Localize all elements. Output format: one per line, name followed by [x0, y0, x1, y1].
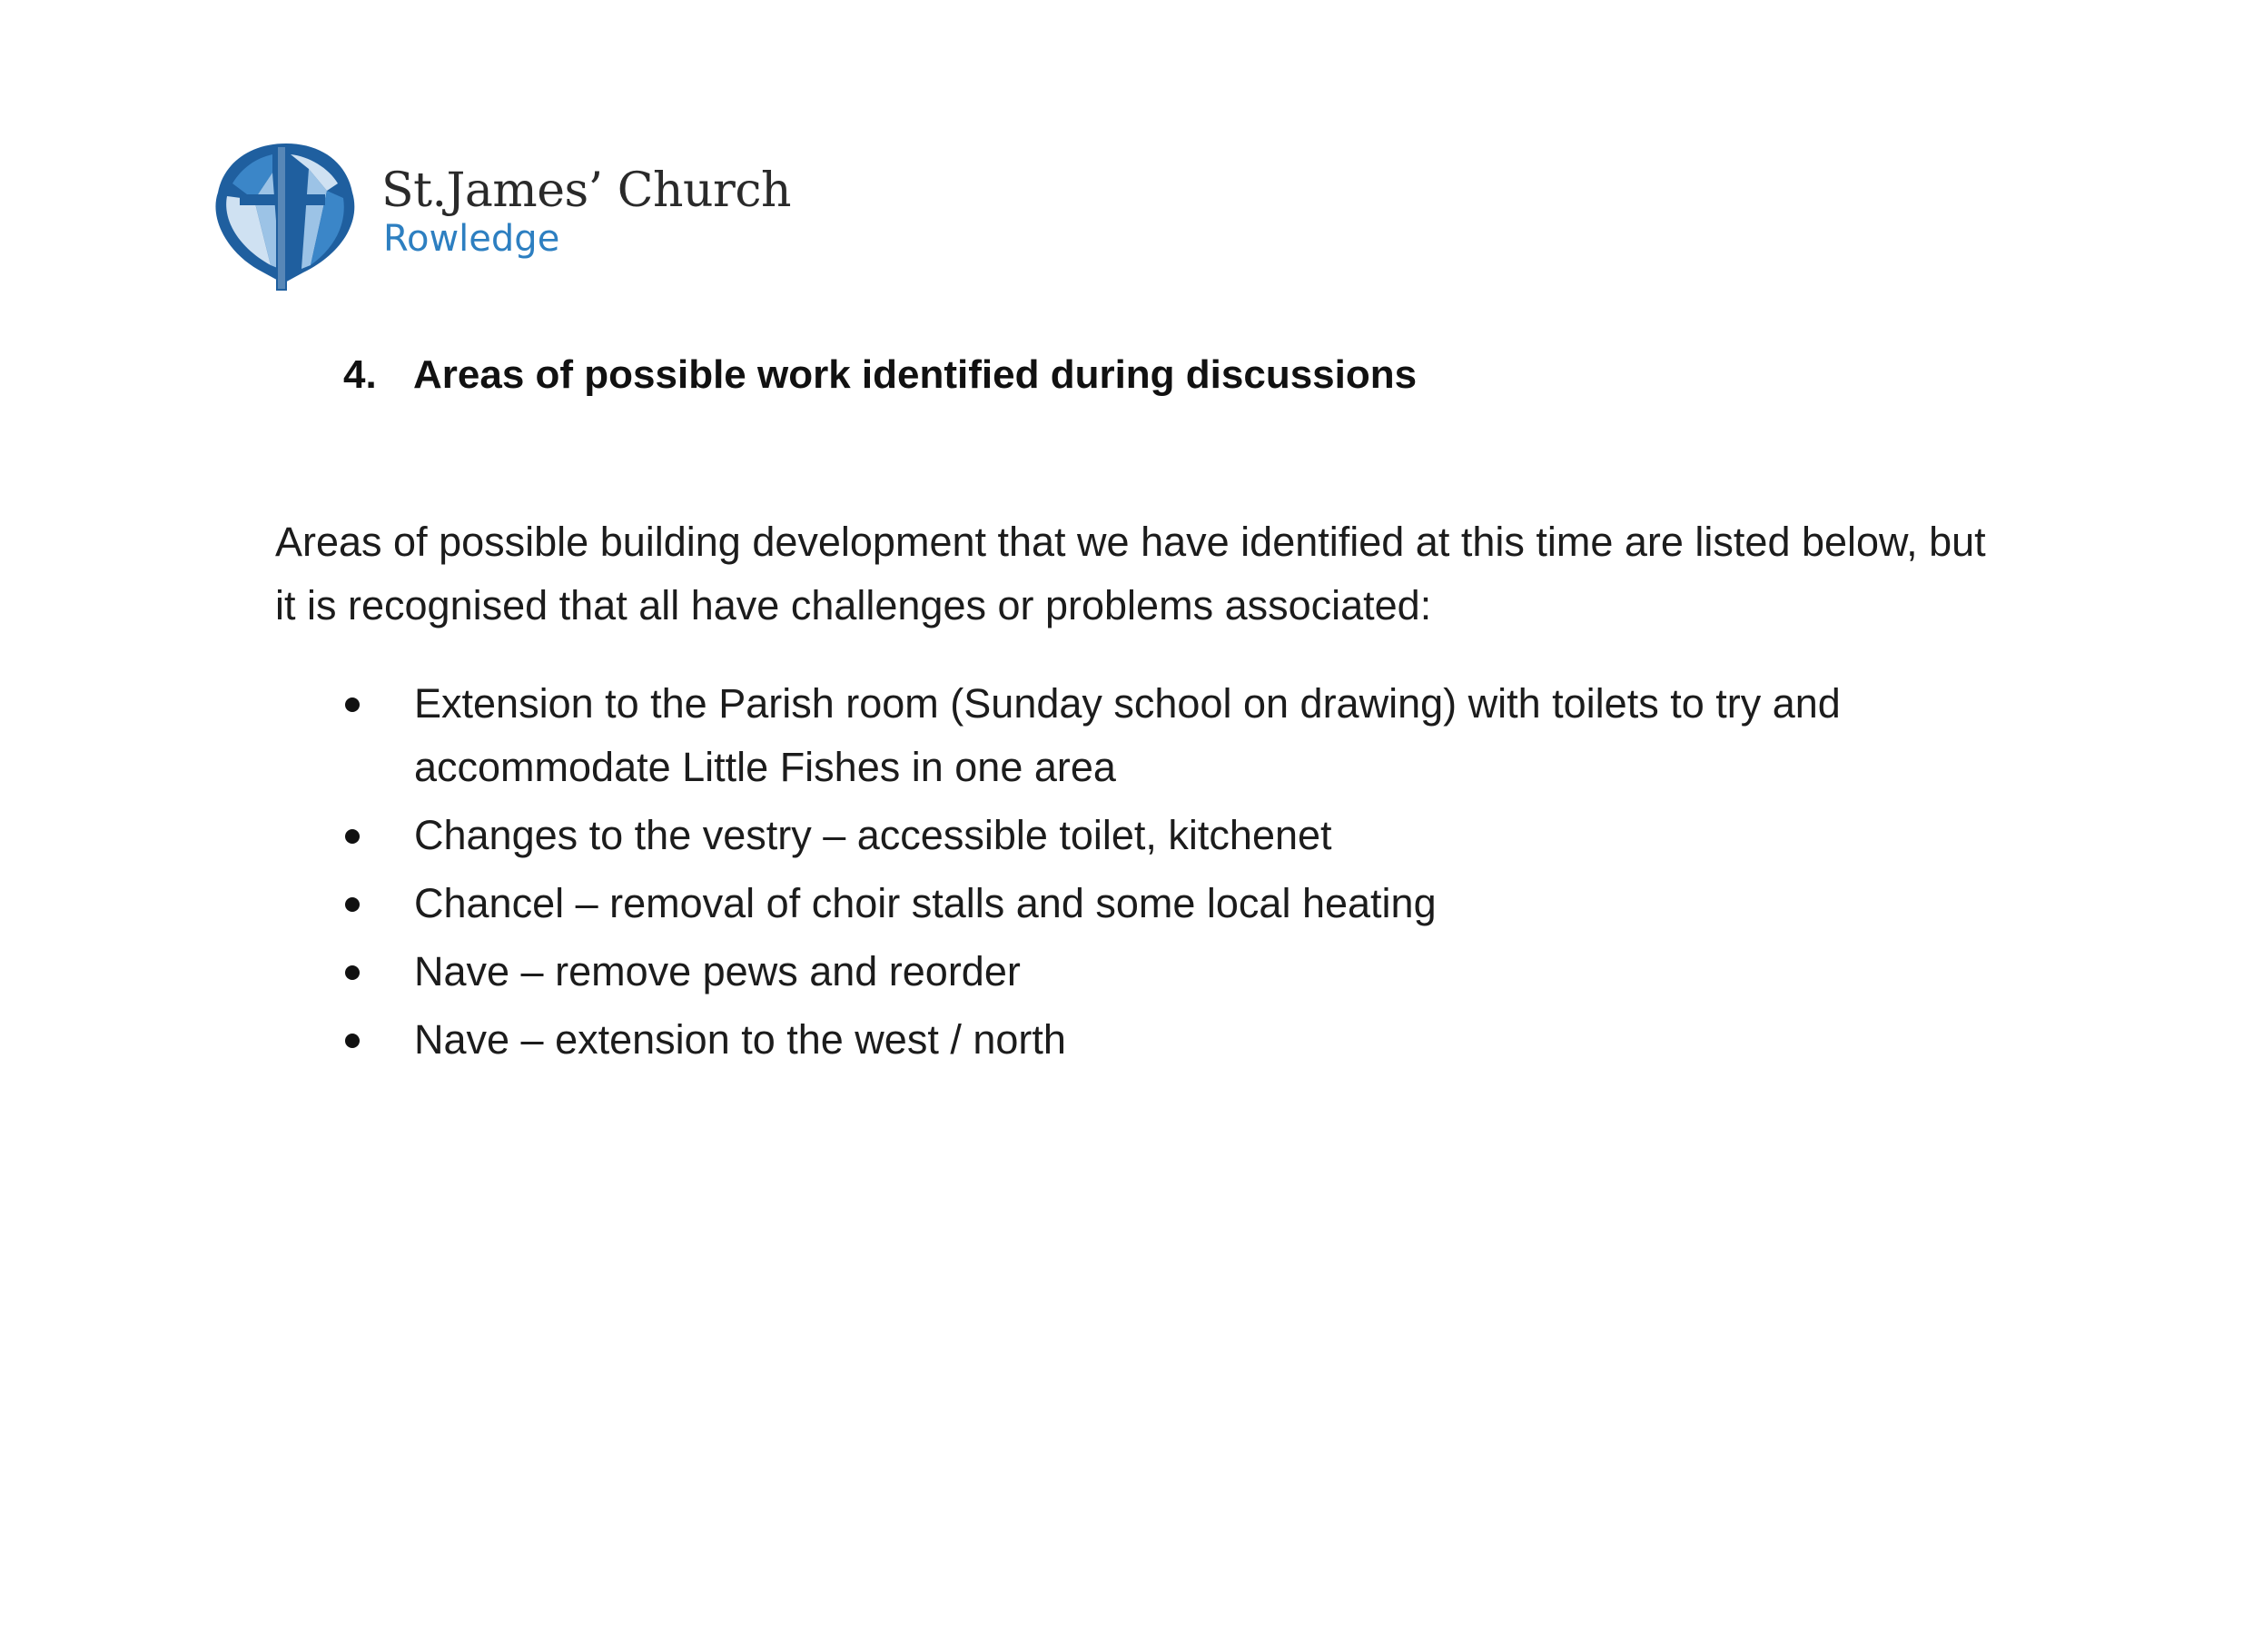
bullet-icon [345, 1034, 360, 1048]
list-item-text: Changes to the vestry – accessible toilet, kitchenet [414, 812, 1332, 858]
intro-paragraph: Areas of possible building development that we have identified at this time are listed below, but it is recognised that all have challenges or problems associated: [275, 519, 1986, 628]
list-item [343, 672, 2032, 799]
church-logo [200, 136, 791, 291]
bullet-icon [345, 697, 360, 712]
list-item [343, 1008, 2032, 1072]
section-heading [343, 352, 1417, 398]
section-title: Areas of possible work identified during discussions [413, 352, 1418, 397]
work-areas-list [343, 672, 2032, 1076]
church-location: Rowledge [383, 218, 560, 260]
section-number: 4. [343, 352, 377, 397]
list-item-text: Nave – remove pews and reorder [414, 948, 1021, 994]
list-item [343, 872, 2032, 935]
list-item [343, 940, 2032, 1004]
bullet-icon [345, 965, 360, 980]
bullet-icon [345, 897, 360, 912]
list-item-text: Nave – extension to the west / north [414, 1016, 1066, 1063]
list-item [343, 804, 2032, 867]
shell-cross-icon [200, 136, 368, 291]
list-item-text: Extension to the Parish room (Sunday school on drawing) with toilets to try and accommodate Little Fishes in one area [414, 680, 1841, 790]
list-item-text: Chancel – removal of choir stalls and some local heating [414, 880, 1437, 926]
bullet-icon [345, 829, 360, 844]
church-name: St.James’ Church [381, 163, 791, 218]
